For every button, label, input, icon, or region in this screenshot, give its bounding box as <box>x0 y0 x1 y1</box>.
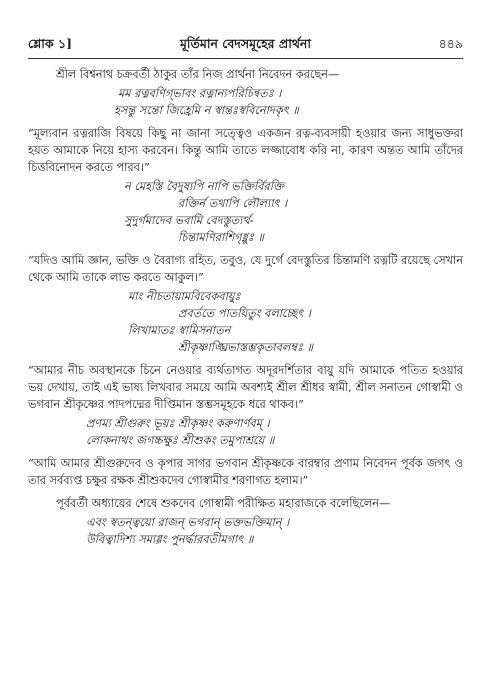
verse-line: লিখাম্যতঃ স্বামিসনাতন <box>128 324 231 337</box>
running-title: মূর্তিমান বেদসমূহের প্রার্থনা <box>179 36 312 51</box>
verse-line: এবং স্বতন্ত্বয়ো রাজন্ ভগবান্ ভক্তভক্তিমান্ । <box>86 516 290 529</box>
verse-line: হসন্তু সন্তো জিহ্রেমি ন স্বান্তঃস্ববিনোদকৃৎ ॥ <box>114 104 299 117</box>
translation-paragraph: “আমি আমার শ্রীগুরুদেব ও কৃপার সাগর ভগবান শ্রীকৃষ্ণকে বারম্বার প্রণাম নিবেদন পূর্বক জগৎ ও তার সর্বব্যপ্ত চক্ষুর রক্ষক শ্রীশুকদেব গোস্বামীর শরণাগত হলাম।” <box>28 457 463 487</box>
verse-5 <box>28 514 463 548</box>
page-header <box>28 36 463 56</box>
verse-line: প্রবর্ততে পাতয়িতুং বলাচ্ছেৎ । <box>178 307 311 320</box>
verse-line: সুদুর্গমাদেব ভবামি বেদস্তুত্যর্থ- <box>124 214 254 227</box>
translation-paragraph: “যদিও আমি জ্ঞান, ভক্তি ও বৈরাগ্য রহিত, তবুও, যে দুর্গে বেদস্তুতির চিন্তামণি রত্নটি রয়েছে সেখান থেকে আমি তাকে লাভ করতে আকুল।” <box>28 254 463 284</box>
verse-line: ন মেহস্তি বৈদুষ্যপি নাপি ভক্তির্বিরক্তি <box>124 180 284 193</box>
verse-line: উবিত্বাদিশ্য সম্যগ্গং পুনর্দ্ধারবতীমগাৎ ॥ <box>86 533 254 546</box>
verse-line: শ্রীকৃষ্ণাঙ্ঘ্রিভাস্তম্ভকৃতাবলম্বঃ ॥ <box>178 341 313 354</box>
verse-line: লোকনাথং জগচ্চক্ষুঃ শ্রীশুকং তমুপাশ্রয়ে ॥ <box>86 434 275 447</box>
header-rule <box>28 58 463 59</box>
translation-paragraph: “আমার নীচ অবস্থানকে চিনে নেওয়ার ব্যর্থতাগত অদূরদর্শিতার বায়ু যদি আমাকে পতিত হওয়ার ভয় দেখায়, তাই এই ভাষ্য লিখবার সময়ে আমি অবশ্যই শ্রীল শ্রীধর স্বামী, শ্রীল সনাতন গোস্বামী ও ভগবান শ্রীকৃষ্ণের পাদপদ্মের দীপ্তিমান স্তম্ভসমূহকে ধরে থাকব।” <box>28 364 463 411</box>
translation-paragraph: “মূল্যবান রত্নরাজি বিষয়ে কিছু না জানা সত্ত্বেও একজন রত্ন-ব্যবসায়ী হওয়ার জন্য সাধুভক্তরা হয়ত আমাকে নিয়ে হাস্য করবেন। কিন্তু আমি তাতে লজ্জাবোধ করি না, কারণ অন্তত আমি তাঁদের চিত্তবিনোদন করতে পারব।” <box>28 127 463 174</box>
page-number: ৪৪৯ <box>438 36 463 51</box>
chapter-marker: শ্লোক ১] <box>28 36 72 51</box>
verse-4 <box>28 415 463 449</box>
verse-3 <box>28 288 463 356</box>
verse-line: চিন্তামণিরাশিগৃধ্নুঃ ॥ <box>178 231 264 244</box>
purport-paragraph: পূর্ববর্তী অধ্যায়ের শেষে শুকদেব গোস্বামী পরীক্ষিত মহারাজকে বলেছিলেন— <box>56 497 391 510</box>
verse-line: রক্তির্ন তথাপি লৌল্যাৎ । <box>178 197 288 210</box>
verse-1 <box>28 85 463 119</box>
page-body <box>28 66 463 550</box>
intro-paragraph: শ্রীল বিশ্বনাথ চক্রবর্তী ঠাকুর তাঁর নিজ প্রার্থনা নিবেদন করছেন— <box>56 68 340 81</box>
verse-line: প্রণম্য শ্রীগুরুং ভূয়ঃ শ্রীকৃষ্ণং করুণার্ণবম্ । <box>86 417 270 430</box>
verse-2 <box>28 178 463 246</box>
verse-line: মম রত্নবণিগ্ভাবং রত্নান্যপরিচিন্বতঃ । <box>118 87 282 100</box>
verse-line: মাং নীচতায়ামবিবেকবায়ুঃ <box>128 290 241 303</box>
